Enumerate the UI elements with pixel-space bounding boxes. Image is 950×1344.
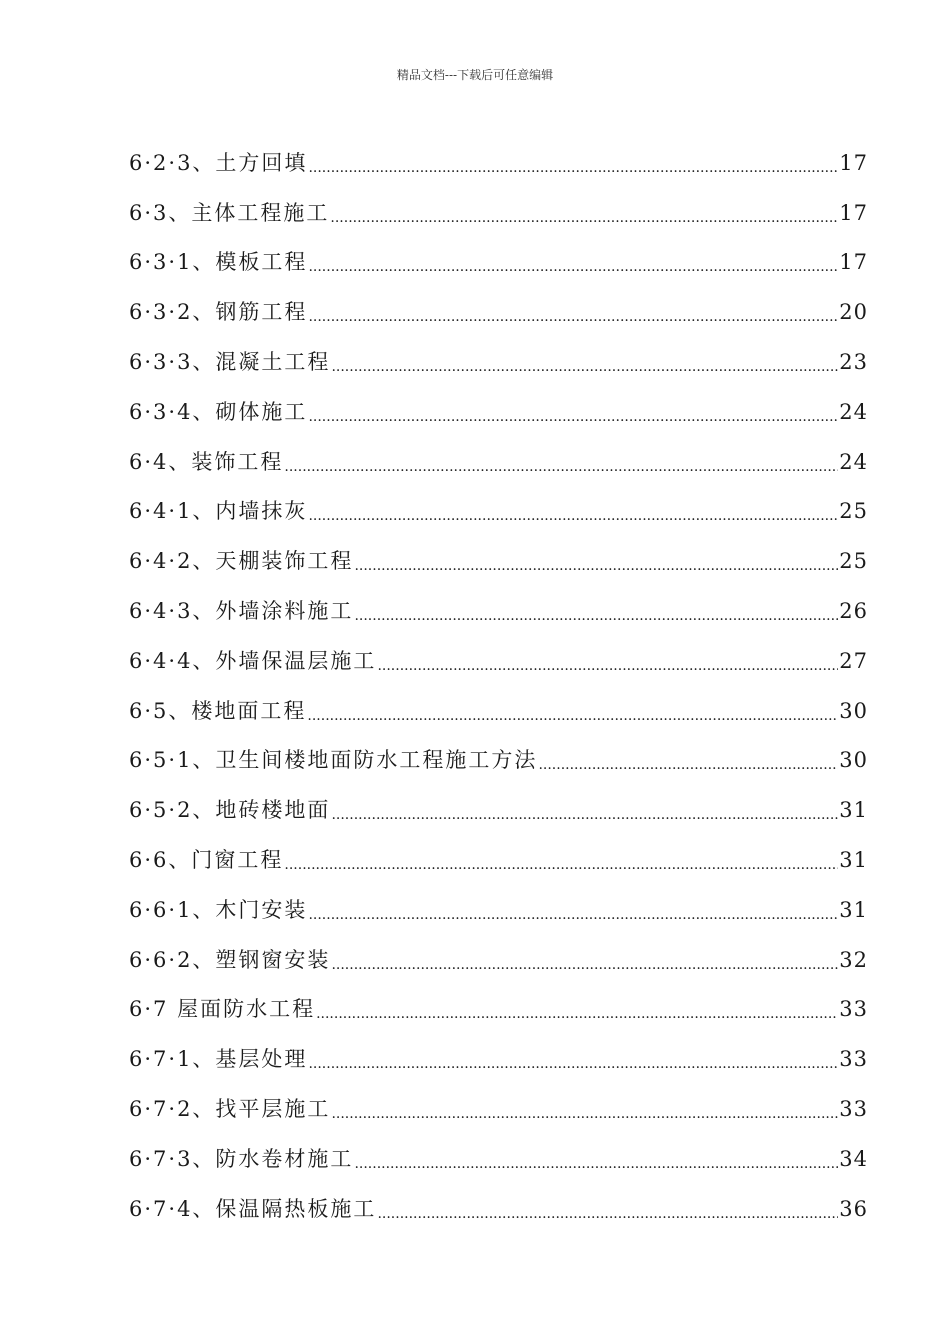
toc-entry-title: 6·7 屋面防水工程	[129, 997, 316, 1022]
toc-entry-page-number: 31	[839, 897, 868, 922]
toc-entry-title: 6·7·1、基层处理	[129, 1047, 308, 1072]
toc-dot-leader	[330, 205, 838, 231]
toc-entry-title: 6·3·4、砌体施工	[129, 399, 308, 424]
toc-entry-page-number: 34	[839, 1146, 868, 1171]
toc-entry-page-number: 30	[839, 698, 868, 723]
toc-entry-page-number: 20	[839, 300, 868, 325]
toc-dot-leader	[308, 503, 838, 529]
toc-dot-leader	[377, 653, 838, 679]
toc-dot-leader	[308, 304, 838, 330]
toc-dot-leader	[308, 1051, 838, 1077]
toc-entry-title: 6·4·1、内墙抹灰	[129, 499, 308, 524]
toc-entry-title: 6·4·3、外墙涂料施工	[129, 598, 354, 623]
toc-entry[interactable]	[129, 131, 868, 181]
toc-entry-title: 6·6、门窗工程	[129, 847, 284, 872]
toc-entry-page-number: 25	[839, 549, 868, 574]
toc-entry-title: 6·7·2、找平层施工	[129, 1096, 331, 1121]
toc-dot-leader	[308, 902, 838, 928]
toc-dot-leader	[308, 155, 838, 181]
toc-entry-page-number: 27	[839, 648, 868, 673]
toc-dot-leader	[284, 454, 838, 480]
toc-entry[interactable]	[129, 380, 868, 430]
toc-dot-leader	[354, 603, 838, 629]
toc-entry[interactable]	[129, 978, 868, 1028]
toc-dot-leader	[331, 1101, 838, 1127]
toc-dot-leader	[308, 404, 838, 430]
toc-entry[interactable]	[129, 928, 868, 978]
toc-entry-title: 6·3、主体工程施工	[129, 200, 330, 225]
toc-entry[interactable]	[129, 480, 868, 530]
toc-entry-title: 6·7·4、保温隔热板施工	[129, 1196, 377, 1221]
toc-entry-title: 6·6·2、塑钢窗安装	[129, 947, 331, 972]
toc-entry[interactable]	[129, 1127, 868, 1177]
toc-entry[interactable]	[129, 231, 868, 281]
toc-entry-page-number: 33	[839, 1096, 868, 1121]
toc-entry-page-number: 33	[839, 1047, 868, 1072]
toc-entry[interactable]	[129, 828, 868, 878]
toc-entry[interactable]	[129, 1077, 868, 1127]
toc-entry-page-number: 24	[839, 449, 868, 474]
toc-entry-page-number: 31	[839, 798, 868, 823]
toc-entry-page-number: 26	[839, 598, 868, 623]
toc-entry[interactable]	[129, 529, 868, 579]
toc-entry-page-number: 17	[839, 200, 868, 225]
toc-entry[interactable]	[129, 1027, 868, 1077]
toc-entry-title: 6·3·1、模板工程	[129, 250, 308, 275]
toc-entry[interactable]	[129, 330, 868, 380]
toc-dot-leader	[331, 952, 838, 978]
toc-dot-leader	[538, 752, 838, 778]
toc-entry[interactable]	[129, 729, 868, 779]
toc-entry-title: 6·2·3、土方回填	[129, 150, 308, 175]
toc-entry-title: 6·5、楼地面工程	[129, 698, 307, 723]
toc-entry-page-number: 36	[839, 1196, 868, 1221]
toc-dot-leader	[331, 802, 838, 828]
page-header: 精品文档---下载后可任意编辑	[396, 68, 554, 82]
toc-dot-leader	[354, 553, 838, 579]
toc-entry[interactable]	[129, 1177, 868, 1227]
toc-entry-page-number: 25	[839, 499, 868, 524]
toc-dot-leader	[307, 703, 838, 729]
toc-entry-title: 6·5·2、地砖楼地面	[129, 798, 331, 823]
toc-dot-leader	[284, 852, 838, 878]
toc-dot-leader	[316, 1001, 838, 1027]
toc-entry-title: 6·3·2、钢筋工程	[129, 300, 308, 325]
toc-entry-title: 6·4·4、外墙保温层施工	[129, 648, 377, 673]
toc-dot-leader	[377, 1201, 838, 1227]
toc-entry-title: 6·3·3、混凝土工程	[129, 349, 331, 374]
toc-entry-page-number: 31	[839, 847, 868, 872]
toc-dot-leader	[331, 354, 838, 380]
toc-entry[interactable]	[129, 629, 868, 679]
toc-entry[interactable]	[129, 679, 868, 729]
toc-entry-title: 6·7·3、防水卷材施工	[129, 1146, 354, 1171]
toc-entry[interactable]	[129, 878, 868, 928]
toc-entry[interactable]	[129, 778, 868, 828]
toc-entry-page-number: 17	[839, 250, 868, 275]
toc-entry-page-number: 17	[839, 150, 868, 175]
table-of-contents	[129, 131, 868, 1227]
toc-entry-page-number: 30	[839, 748, 868, 773]
toc-entry[interactable]	[129, 181, 868, 231]
toc-dot-leader	[354, 1151, 838, 1177]
toc-entry-page-number: 33	[839, 997, 868, 1022]
toc-entry[interactable]	[129, 430, 868, 480]
toc-entry[interactable]	[129, 280, 868, 330]
toc-entry-page-number: 23	[839, 349, 868, 374]
toc-entry-page-number: 32	[839, 947, 868, 972]
toc-entry-title: 6·5·1、卫生间楼地面防水工程施工方法	[129, 748, 538, 773]
toc-entry-title: 6·4、装饰工程	[129, 449, 284, 474]
toc-entry-page-number: 24	[839, 399, 868, 424]
toc-entry-title: 6·4·2、天棚装饰工程	[129, 549, 354, 574]
toc-entry[interactable]	[129, 579, 868, 629]
toc-dot-leader	[308, 254, 838, 280]
toc-entry-title: 6·6·1、木门安装	[129, 897, 308, 922]
